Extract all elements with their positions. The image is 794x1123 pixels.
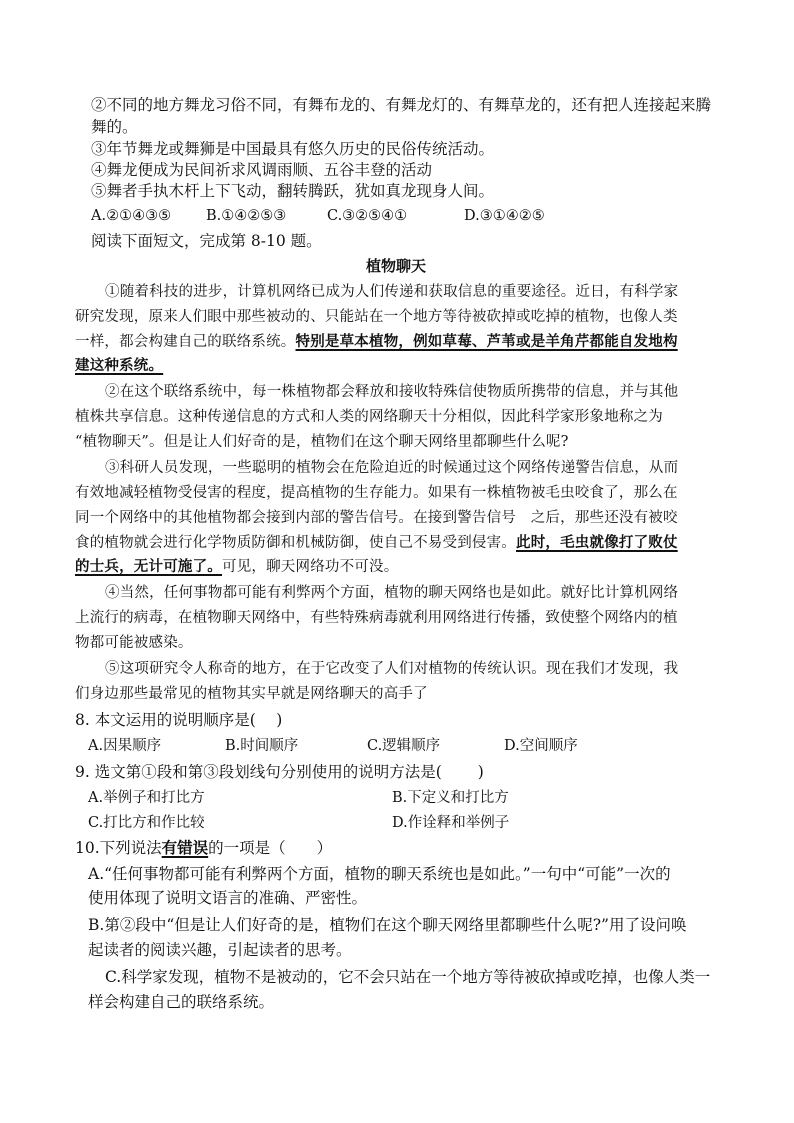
article-p2-line-2: 植株共享信息。这种传递信息的方式和人类的网络聊天十分相似，因此科学家形象地称之为 bbox=[75, 409, 663, 425]
q10-option-c-line-1: C.科学家发现，植物不是被动的，它不会只站在一个地方等待被砍掉或吃掉，也像人类一 bbox=[105, 968, 711, 986]
q10-option-c-line-2: 样会构建自己的联络系统。 bbox=[88, 993, 275, 1011]
article-p3-line-3: 同一个网络中的其他植物都会接到内部的警告信号。在接到警告信号 之后，那些还没有被咬 bbox=[75, 510, 678, 526]
q10-stem bbox=[75, 838, 332, 858]
article-p2-line-1: ②在这个联络系统中，每一株植物都会释放和接收特殊信使物质所携带的信息，并与其他 bbox=[105, 384, 679, 400]
q10-stem-start: 10.下列说法 bbox=[75, 839, 162, 857]
q10-stem-end: 的一项是（ ） bbox=[208, 839, 333, 857]
article-p3-line-2: 有效地减轻植物受侵害的程度，提高植物的生存能力。如果有一株植物被毛虫咬食了，那么在 bbox=[75, 485, 678, 501]
q10-option-a-line-1: A.“任何事物都可能有利弊两个方面，植物的聊天系统也是如此。”一句中“可能”一次的 bbox=[88, 865, 671, 883]
article-p3-line-1: ③科研人员发现，一些聪明的植物会在危险迫近的时候通过这个网络传递警告信息，从而 bbox=[105, 460, 679, 476]
q9-option-a: A.举例子和打比方 bbox=[88, 790, 205, 806]
q7-option-c: C.③②⑤④① bbox=[327, 208, 408, 224]
article-p1-line-4 bbox=[75, 356, 163, 376]
q7-line-2: ②不同的地方舞龙习俗不同，有舞布龙的、有舞龙灯的、有舞草龙的，还有把人连接起来腾 bbox=[91, 96, 712, 114]
q8-option-c: C.逻辑顺序 bbox=[367, 738, 441, 754]
q8-stem: 8. 本文运用的说明顺序是( ) bbox=[75, 711, 283, 729]
article-p3-text-end: 可见，聊天网络功不可没。 bbox=[222, 559, 399, 575]
q7-line-4: ④舞龙便成为民间祈求风调雨顺、五谷丰登的活动 bbox=[91, 161, 433, 179]
q7-option-a: A.②①④③⑤ bbox=[91, 208, 172, 224]
q9-option-b: B.下定义和打比方 bbox=[392, 790, 509, 806]
q8-option-a: A.因果顺序 bbox=[88, 738, 162, 754]
q7-line-5: ⑤舞者手执木杆上下飞动，翻转腾跃，犹如真龙现身人间。 bbox=[91, 182, 495, 200]
q10-option-a-line-2: 使用体现了说明文语言的准确、严密性。 bbox=[88, 889, 368, 907]
underlined-sentence-p1-end: 建这种系统。 bbox=[75, 357, 164, 374]
article-p1-line-1: ①随着科技的进步，计算机网络已成为人们传递和获取信息的重要途径。近日，有科学家 bbox=[105, 284, 679, 300]
article-p1-line-2: 研究发现，原来人们眼中那些被动的、只能站在一个地方等待被砍掉或吃掉的植物，也像人类 bbox=[75, 309, 678, 325]
article-p4-line-3: 物都可能被感染。 bbox=[75, 635, 193, 651]
article-p4-line-2: 上流行的病毒，在植物聊天网络中，有些特殊病毒就利用网络进行传播，致使整个网络内的植 bbox=[75, 610, 678, 626]
q7-option-d: D.③①④②⑤ bbox=[464, 208, 545, 224]
q9-option-d: D.作诠释和举例子 bbox=[392, 815, 510, 831]
article-p4-line-1: ④当然，任何事物都可能有利弊两个方面，植物的聊天网络也是如此。就好比计算机网络 bbox=[105, 585, 679, 601]
underlined-sentence-p1: 特别是草本植物，例如草莓、芦苇或是羊角芹都能自发地构 bbox=[295, 333, 678, 350]
q10-option-b-line-2: 起读者的阅读兴趣，引起读者的思考。 bbox=[88, 941, 352, 959]
q7-line-3: ③年节舞龙或舞狮是中国最具有悠久历史的民俗传统活动。 bbox=[91, 140, 495, 158]
underlined-sentence-p3: 此时，毛虫就像打了败仗 bbox=[516, 534, 678, 551]
q10-stem-emphasis: 有错误 bbox=[161, 838, 209, 857]
q9-stem: 9. 选文第①段和第③段划线句分别使用的说明方法是( ) bbox=[75, 763, 484, 781]
article-p1-line-3 bbox=[75, 332, 678, 352]
article-p5-line-1: ⑤这项研究令人称奇的地方，在于它改变了人们对植物的传统认识。现在我们才发现，我 bbox=[105, 661, 679, 677]
q8-option-b: B.时间顺序 bbox=[225, 738, 299, 754]
q9-option-c: C.打比方和作比较 bbox=[88, 815, 205, 831]
article-p1-text: 一样，都会构建自己的联络系统。 bbox=[75, 334, 296, 350]
article-title: 植物聊天 bbox=[366, 257, 427, 275]
article-p3-text: 食的植物就会进行化学物质防御和机械防御，使自己不易受到侵害。 bbox=[75, 535, 516, 551]
article-p5-line-2: 们身边那些最常见的植物其实早就是网络聊天的高手了 bbox=[75, 686, 428, 702]
article-p3-line-4 bbox=[75, 533, 678, 553]
q10-option-b-line-1: B.第②段中“但是让人们好奇的是，植物们在这个聊天网络里都聊些什么呢?”用了设问唤 bbox=[88, 916, 687, 934]
underlined-sentence-p3-end: 的士兵，无计可施了。 bbox=[75, 558, 222, 575]
article-p2-line-3: “植物聊天”。但是让人们好奇的是，植物们在这个聊天网络里都聊些什么呢? bbox=[75, 434, 569, 450]
q7-option-b: B.①④②⑤③ bbox=[206, 208, 287, 224]
q8-option-d: D.空间顺序 bbox=[504, 738, 578, 754]
q7-line-2-cont: 舞的。 bbox=[91, 118, 138, 136]
article-p3-line-5 bbox=[75, 557, 398, 577]
reading-instruction: 阅读下面短文，完成第 8-10 题。 bbox=[91, 232, 322, 250]
